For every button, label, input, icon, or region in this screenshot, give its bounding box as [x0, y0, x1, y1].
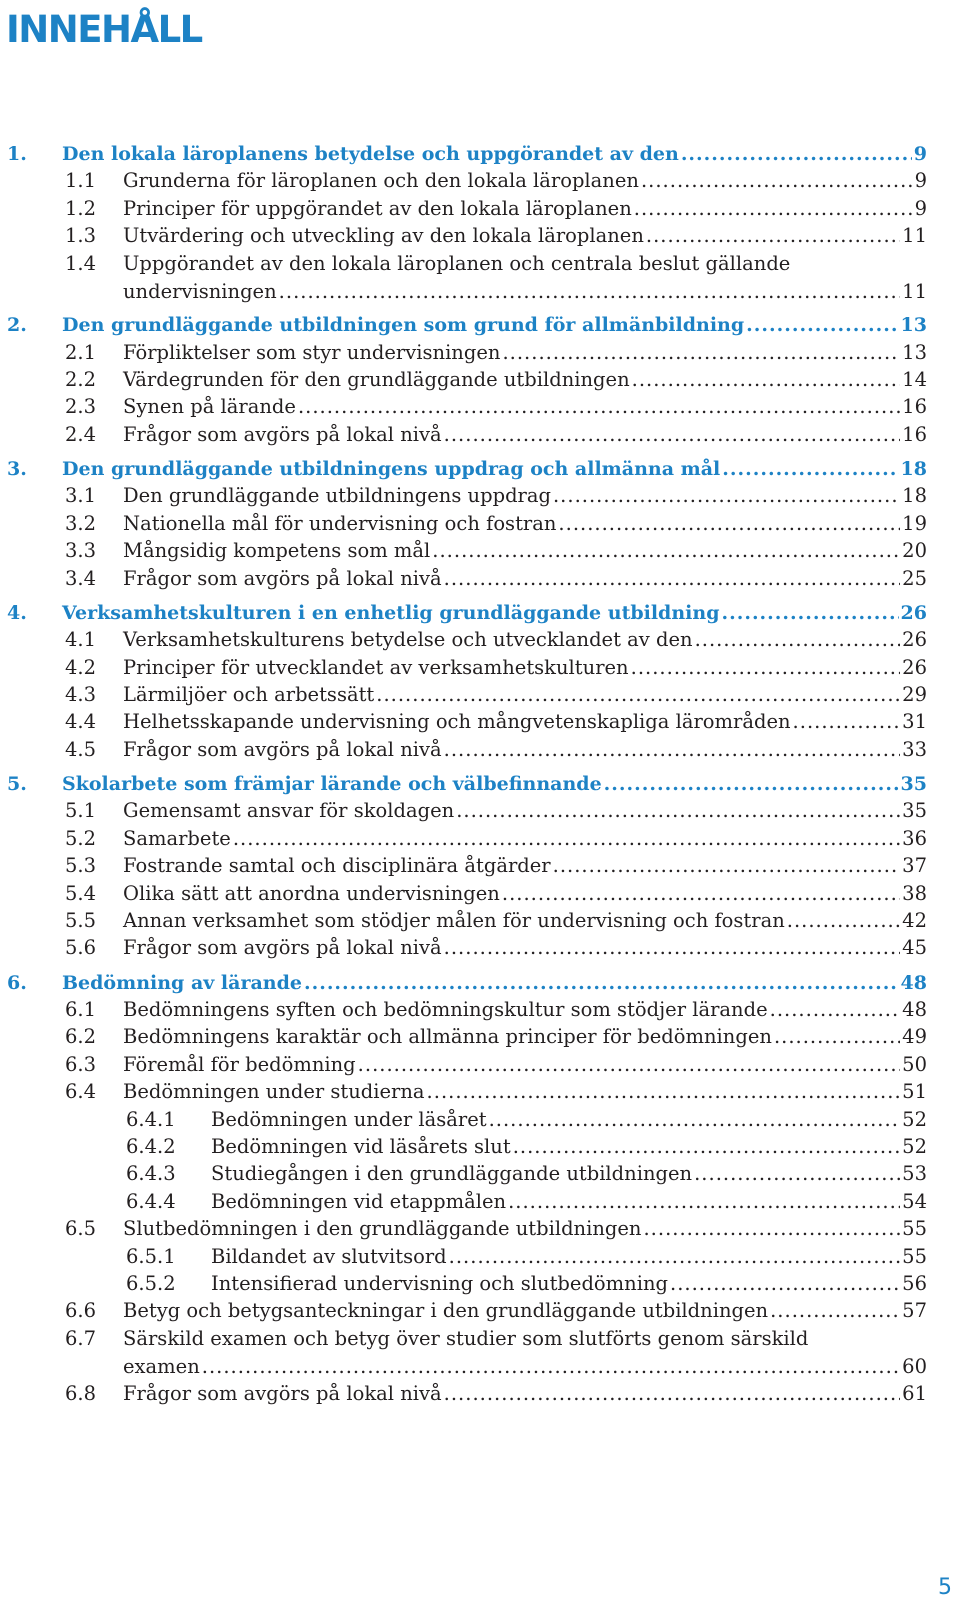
- dot-leader: [444, 934, 901, 962]
- toc-title: Skolarbete som främjar lärande och välbefinnande: [62, 773, 602, 795]
- toc-page-number: 26: [902, 655, 927, 679]
- toc-page-number: 31: [902, 710, 927, 734]
- toc-number: 3.: [7, 458, 27, 480]
- toc-number: 6.4.1: [126, 1107, 176, 1131]
- toc-number: 5.3: [65, 854, 97, 878]
- toc-page-number: 50: [902, 1052, 927, 1076]
- toc-page-number: 19: [902, 511, 927, 535]
- toc-title: Synen på lärande: [123, 395, 296, 419]
- toc-number: 5.5: [65, 909, 97, 932]
- toc-page-number: 14: [902, 368, 927, 391]
- toc-page-number: 55: [902, 1244, 927, 1268]
- dot-leader: [304, 969, 899, 997]
- dot-leader: [444, 1380, 901, 1408]
- toc-page-number: 35: [902, 799, 927, 823]
- toc-number: 2.: [7, 314, 27, 337]
- page-title: INNEHÅLL: [6, 8, 202, 51]
- toc-title: Frågor som avgörs på lokal nivå: [123, 737, 442, 761]
- dot-leader: [721, 599, 898, 627]
- dot-leader: [793, 708, 901, 736]
- dot-leader: [202, 1353, 900, 1381]
- toc-title: Slutbedömningen i den grundläggande utbildningen: [123, 1217, 642, 1241]
- toc-number: 6.5: [65, 1217, 97, 1241]
- toc-number: 3.1: [65, 484, 97, 508]
- toc-page-number: 25: [902, 566, 927, 590]
- toc-number: 6.4.4: [126, 1189, 176, 1213]
- toc-title: Den grundläggande utbildningens uppdrag och allmänna mål: [62, 458, 721, 480]
- toc-title: Bedömningen vid läsårets slut: [211, 1135, 511, 1158]
- toc-title: Annan verksamhet som stödjer målen för undervisning och fostran: [123, 909, 785, 932]
- toc-page-number: 18: [902, 484, 927, 508]
- toc-number: 4.3: [65, 683, 97, 706]
- toc-title: Verksamhetskulturen i en enhetlig grundläggande utbildning: [62, 601, 720, 624]
- dot-leader: [770, 996, 901, 1024]
- toc-number: 1.2: [65, 196, 97, 220]
- toc-page-number: 26: [902, 628, 927, 652]
- dot-leader: [722, 455, 898, 483]
- toc-title: Bedömning av lärande: [62, 971, 302, 994]
- dot-leader: [681, 140, 912, 168]
- toc-title: Frågor som avgörs på lokal nivå: [123, 422, 442, 446]
- dot-leader: [456, 797, 900, 825]
- toc-page-number: 54: [902, 1189, 927, 1213]
- toc-page-number: 35: [900, 773, 927, 795]
- toc-title: Olika sätt att anordna undervisningen: [123, 881, 500, 905]
- toc-number: 6.5.1: [126, 1244, 176, 1268]
- toc-page-number: 9: [914, 169, 927, 193]
- toc-number: 5.6: [65, 936, 97, 960]
- toc-title: Principer för uppgörandet av den lokala läroplanen: [123, 196, 632, 220]
- toc-page-number: 53: [902, 1162, 927, 1186]
- toc-number: 6.5.2: [126, 1272, 176, 1295]
- dot-leader: [432, 537, 900, 565]
- toc-page-number: 57: [902, 1299, 927, 1323]
- page-number: 5: [938, 1575, 952, 1600]
- toc-page-number: 36: [902, 826, 927, 850]
- toc-number: 6.3: [65, 1052, 97, 1076]
- toc-title: Förpliktelser som styr undervisningen: [123, 340, 501, 364]
- toc-number: 5.1: [65, 799, 97, 823]
- toc-page-number: 61: [902, 1381, 927, 1405]
- dot-leader: [489, 1106, 901, 1134]
- dot-leader: [233, 825, 900, 853]
- toc-page-number: 16: [902, 395, 927, 419]
- toc-number: 4.1: [65, 628, 97, 652]
- toc-title: Intensifierad undervisning och slutbedömning: [211, 1272, 669, 1295]
- toc-number: 6.1: [65, 998, 97, 1021]
- toc-number: 4.5: [65, 737, 97, 761]
- toc-number: 3.2: [65, 511, 97, 535]
- toc-page-number: 60: [902, 1355, 927, 1378]
- toc-title: Frågor som avgörs på lokal nivå: [123, 1381, 442, 1405]
- dot-leader: [444, 421, 901, 449]
- toc-number: 4.2: [65, 655, 97, 679]
- toc-number: 4.4: [65, 710, 97, 734]
- toc-page-number: 48: [902, 998, 927, 1021]
- dot-leader: [787, 907, 900, 935]
- dot-leader: [502, 339, 900, 367]
- toc-page-number: 56: [902, 1272, 927, 1295]
- toc-title: Den grundläggande utbildningen som grund för allmänbildning: [62, 314, 745, 337]
- toc-page-number: 42: [902, 909, 927, 932]
- dot-leader: [513, 1133, 900, 1161]
- toc-page-number: 38: [902, 881, 927, 905]
- dot-leader: [670, 1270, 900, 1298]
- toc-number: 3.3: [65, 539, 97, 563]
- toc-number: 6.8: [65, 1381, 97, 1405]
- toc-page-number: 9: [913, 143, 927, 165]
- dot-leader: [646, 222, 900, 250]
- toc-number: 6.4.3: [126, 1162, 176, 1186]
- toc-title: Fostrande samtal och disciplinära åtgärder: [123, 854, 551, 878]
- toc-title: Lärmiljöer och arbetssätt: [123, 683, 375, 706]
- dot-leader: [427, 1078, 901, 1106]
- toc-number: 2.4: [65, 422, 97, 446]
- toc-title: Bedömningen vid etappmålen: [211, 1189, 507, 1213]
- toc-page-number: 48: [900, 971, 927, 994]
- toc-number: 6.: [7, 971, 27, 994]
- toc-title: Nationella mål för undervisning och fostran: [123, 511, 557, 535]
- toc-page-number: 37: [902, 854, 927, 878]
- dot-leader: [643, 1215, 900, 1243]
- toc-page-number: 45: [902, 936, 927, 960]
- dot-leader: [502, 880, 900, 908]
- toc-number: 1.3: [65, 224, 97, 248]
- dot-leader: [279, 278, 901, 306]
- toc-number: 5.4: [65, 881, 97, 905]
- toc-page-number: 16: [902, 422, 927, 446]
- dot-leader: [558, 510, 900, 538]
- toc-number: 6.6: [65, 1299, 97, 1323]
- dot-leader: [694, 1160, 900, 1188]
- toc-title: Värdegrunden för den grundläggande utbildningen: [123, 368, 630, 391]
- toc-page-number: 18: [900, 458, 927, 480]
- toc-title-continuation: undervisningen: [123, 279, 277, 303]
- toc-number: 6.4.2: [126, 1135, 176, 1158]
- dot-leader: [553, 482, 900, 510]
- dot-leader: [641, 167, 913, 195]
- toc-page-number: 52: [902, 1135, 927, 1158]
- dot-leader: [358, 1051, 901, 1079]
- dot-leader: [376, 681, 900, 709]
- toc-page-number: 9: [914, 196, 927, 220]
- toc-page-number: 13: [900, 314, 927, 337]
- toc-number: 4.: [7, 601, 27, 624]
- toc-page-number: 52: [902, 1107, 927, 1131]
- toc-title: Gemensamt ansvar för skoldagen: [123, 799, 455, 823]
- toc-title: Bedömningens syften och bedömningskultur som stödjer lärande: [123, 998, 768, 1021]
- toc-title: Samarbete: [123, 826, 231, 850]
- dot-leader: [298, 393, 900, 421]
- toc-number: 2.3: [65, 395, 97, 419]
- dot-leader: [508, 1188, 900, 1216]
- toc-number: 1.4: [65, 251, 97, 275]
- toc-title: Uppgörandet av den lokala läroplanen och centrala beslut gällande: [123, 251, 791, 275]
- toc-title: Betyg och betygsanteckningar i den grundläggande utbildningen: [123, 1299, 769, 1323]
- dot-leader: [774, 1023, 900, 1051]
- dot-leader: [631, 654, 901, 682]
- toc-number: 5.2: [65, 826, 97, 850]
- toc-title: Bedömningens karaktär och allmänna principer för bedömningen: [123, 1025, 772, 1049]
- toc-page-number: 11: [902, 224, 927, 248]
- toc-number: 2.2: [65, 368, 97, 391]
- toc-title: Utvärdering och utveckling av den lokala läroplanen: [123, 224, 644, 248]
- dot-leader: [444, 736, 901, 764]
- toc-page-number: 51: [902, 1080, 927, 1104]
- toc-title: Verksamhetskulturens betydelse och utvecklandet av den: [123, 628, 693, 652]
- dot-leader: [449, 1243, 901, 1271]
- dot-leader: [746, 311, 898, 339]
- dot-leader: [604, 770, 899, 798]
- dot-leader: [695, 626, 901, 654]
- dot-leader: [770, 1297, 900, 1325]
- toc-title: Den grundläggande utbildningens uppdrag: [123, 484, 551, 508]
- toc-title: Helhetsskapande undervisning och mångvetenskapliga lärområden: [123, 710, 791, 734]
- toc-title: Frågor som avgörs på lokal nivå: [123, 936, 442, 960]
- dot-leader: [634, 195, 913, 223]
- toc-title: Bedömningen under studierna: [123, 1080, 425, 1104]
- toc-number: 5.: [7, 773, 27, 795]
- toc-number: 6.4: [65, 1080, 97, 1104]
- toc-title: Bedömningen under läsåret: [211, 1107, 487, 1131]
- toc-page-number: 13: [902, 340, 927, 364]
- toc-title: Den lokala läroplanens betydelse och uppgörandet av den: [62, 143, 679, 165]
- dot-leader: [444, 565, 901, 593]
- toc-title: Bildandet av slutvitsord: [211, 1244, 447, 1268]
- toc-number: 1.: [7, 143, 27, 165]
- toc-number: 1.1: [65, 169, 97, 193]
- toc-title: Principer för utvecklandet av verksamhetskulturen: [123, 655, 629, 679]
- toc-page-number: 55: [902, 1217, 927, 1241]
- toc-title: Särskild examen och betyg över studier som slutförts genom särskild: [123, 1326, 809, 1350]
- toc-title: Mångsidig kompetens som mål: [123, 539, 431, 563]
- toc-title-continuation: examen: [123, 1355, 200, 1378]
- toc-page-number: 20: [902, 539, 927, 563]
- toc-title: Studiegången i den grundläggande utbildningen: [211, 1162, 693, 1186]
- dot-leader: [553, 852, 901, 880]
- toc-number: 2.1: [65, 340, 97, 364]
- toc-number: 3.4: [65, 566, 97, 590]
- toc-title: Frågor som avgörs på lokal nivå: [123, 566, 442, 590]
- toc-page-number: 49: [902, 1025, 927, 1049]
- dot-leader: [632, 366, 901, 394]
- toc-page-number: 26: [900, 601, 927, 624]
- toc-number: 6.2: [65, 1025, 97, 1049]
- toc-page-number: 11: [902, 279, 927, 303]
- toc-title: Föremål för bedömning: [123, 1052, 356, 1076]
- toc-page-number: 33: [902, 737, 927, 761]
- toc-number: 6.7: [65, 1326, 97, 1350]
- toc-page-number: 29: [902, 683, 927, 706]
- toc-title: Grunderna för läroplanen och den lokala läroplanen: [123, 169, 639, 193]
